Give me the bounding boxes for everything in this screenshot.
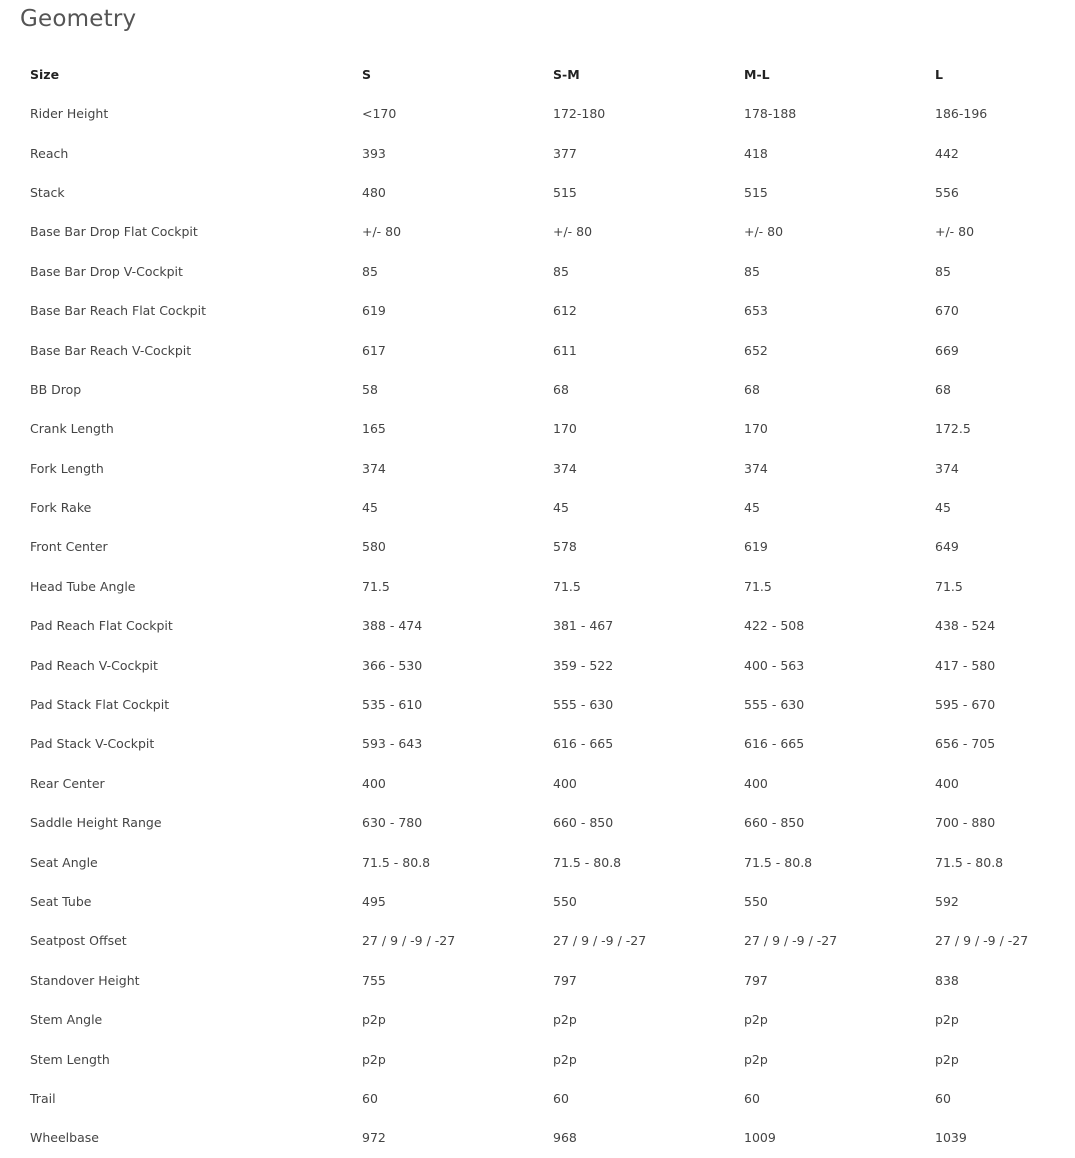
cell-m-l: 616 - 665 [744,736,805,752]
table-row [0,645,1075,684]
cell-m-l: 27 / 9 / -9 / -27 [744,933,838,949]
cell-m-l: p2p [744,1051,768,1067]
cell-l: 172.5 [935,421,971,437]
table-row [0,527,1075,566]
cell-s: 374 [362,460,386,476]
cell-s: 393 [362,145,386,161]
cell-m-l: p2p [744,1012,768,1028]
cell-l: 592 [935,894,959,909]
cell-s: 755 [362,972,386,988]
header-m-l: M-L [744,66,770,82]
table-row [0,764,1075,803]
row-label: Fork Rake [30,500,92,516]
cell-l: 649 [935,539,959,555]
cell-s: p2p [362,1051,386,1067]
cell-l: 45 [935,500,951,516]
row-label: Seat Tube [30,894,92,909]
cell-s: 617 [362,342,386,358]
cell-s: 85 [362,263,378,279]
cell-m-l: +/- 80 [744,224,784,240]
cell-s-m: 381 - 467 [553,618,614,634]
cell-s-m: 68 [553,381,569,397]
row-label: Trail [30,1090,56,1106]
cell-m-l: 652 [744,342,768,358]
cell-s: 45 [362,500,378,516]
cell-s: 535 - 610 [362,697,423,713]
table-row [0,724,1075,763]
cell-l: p2p [935,1051,959,1067]
row-label: Pad Stack V-Cockpit [30,736,155,752]
row-label: Front Center [30,539,108,555]
row-label: Standover Height [30,972,140,988]
table-row [0,291,1075,330]
cell-l: 670 [935,303,959,319]
cell-l: 442 [935,145,959,161]
cell-m-l: 660 - 850 [744,815,805,831]
cell-s-m: 85 [553,263,569,279]
row-label: Base Bar Reach Flat Cockpit [30,303,206,319]
row-label: Wheelbase [30,1130,99,1146]
cell-m-l: 178-188 [744,106,797,122]
row-label: BB Drop [30,381,82,397]
cell-l: 1039 [935,1130,967,1146]
cell-m-l: 550 [744,894,768,909]
cell-s: 60 [362,1090,378,1106]
cell-l: 838 [935,972,959,988]
cell-s: 71.5 [362,578,390,594]
row-label: Pad Stack Flat Cockpit [30,697,170,713]
table-row [0,252,1075,291]
table-row [0,842,1075,881]
table-row [0,370,1075,409]
cell-s: 27 / 9 / -9 / -27 [362,933,456,949]
header-size: Size [30,66,60,82]
cell-m-l: 68 [744,381,760,397]
table-row [0,1000,1075,1039]
cell-l: 417 - 580 [935,657,996,673]
cell-s: 619 [362,303,386,319]
cell-m-l: 619 [744,539,768,555]
cell-m-l: 422 - 508 [744,618,805,634]
cell-m-l: 170 [744,421,768,437]
table-header-row [0,54,1075,94]
geometry-table [0,54,1075,1158]
table-row [0,803,1075,842]
header-s-m: S-M [553,66,580,82]
cell-m-l: 797 [744,972,768,988]
cell-l: 700 - 880 [935,815,996,831]
cell-s-m: 578 [553,539,577,555]
cell-l: 556 [935,184,959,200]
cell-s-m: 71.5 - 80.8 [553,854,622,870]
cell-s-m: 172-180 [553,106,606,122]
row-label: Seat Angle [30,854,98,870]
row-label: Saddle Height Range [30,815,162,831]
cell-s-m: 515 [553,184,577,200]
row-label: Stem Angle [30,1012,103,1028]
row-label: Seatpost Offset [30,933,127,949]
cell-s-m: 374 [553,460,577,476]
row-label: Pad Reach Flat Cockpit [30,618,173,634]
table-row [0,449,1075,488]
table-row [0,921,1075,960]
header-s: S [362,66,372,82]
cell-s: 495 [362,894,386,909]
table-row [0,961,1075,1000]
table-row [0,133,1075,172]
cell-s-m: 611 [553,342,577,358]
cell-l: 71.5 - 80.8 [935,854,1004,870]
cell-m-l: 1009 [744,1130,776,1146]
row-label: Stack [30,184,65,200]
cell-m-l: 653 [744,303,768,319]
table-row [0,94,1075,133]
cell-s-m: 170 [553,421,577,437]
table-row [0,882,1075,921]
cell-l: 85 [935,263,951,279]
cell-s: 58 [362,381,378,397]
cell-s: 480 [362,184,386,200]
table-row [0,685,1075,724]
row-label: Base Bar Reach V-Cockpit [30,342,192,358]
table-row [0,606,1075,645]
table-row [0,409,1075,448]
cell-s: 593 - 643 [362,736,423,752]
cell-s: +/- 80 [362,224,402,240]
cell-s-m: 45 [553,500,569,516]
cell-s-m: 555 - 630 [553,697,614,713]
cell-s: <170 [362,106,397,122]
table-row [0,488,1075,527]
cell-s-m: 550 [553,894,577,909]
cell-m-l: 45 [744,500,760,516]
table-row [0,212,1075,251]
row-label: Fork Length [30,460,104,476]
cell-l: 374 [935,460,959,476]
cell-s-m: 60 [553,1090,569,1106]
row-label: Base Bar Drop V-Cockpit [30,263,183,279]
cell-s: p2p [362,1012,386,1028]
cell-s-m: 359 - 522 [553,657,614,673]
cell-m-l: 555 - 630 [744,697,805,713]
cell-l: p2p [935,1012,959,1028]
page-title: Geometry [20,6,137,32]
row-label: Rider Height [30,106,109,122]
row-label: Rear Center [30,775,105,791]
cell-s: 71.5 - 80.8 [362,854,431,870]
cell-m-l: 71.5 - 80.8 [744,854,813,870]
cell-l: +/- 80 [935,224,975,240]
header-l: L [935,66,943,82]
cell-s-m: p2p [553,1012,577,1028]
table-row [0,1079,1075,1118]
cell-l: 60 [935,1090,951,1106]
cell-l: 27 / 9 / -9 / -27 [935,933,1029,949]
row-label: Stem Length [30,1051,110,1067]
cell-l: 400 [935,775,959,791]
cell-l: 68 [935,381,951,397]
cell-s: 630 - 780 [362,815,423,831]
row-label: Crank Length [30,421,114,437]
row-label: Base Bar Drop Flat Cockpit [30,224,198,240]
cell-m-l: 374 [744,460,768,476]
cell-s-m: 377 [553,145,577,161]
table-body [0,94,1075,1158]
cell-m-l: 60 [744,1090,760,1106]
row-label: Head Tube Angle [30,578,136,594]
cell-s: 972 [362,1130,386,1146]
cell-l: 71.5 [935,578,963,594]
cell-s: 400 [362,775,386,791]
cell-m-l: 85 [744,263,760,279]
cell-m-l: 71.5 [744,578,772,594]
cell-s: 580 [362,539,386,555]
row-label: Pad Reach V-Cockpit [30,657,158,673]
cell-l: 595 - 670 [935,697,996,713]
cell-s-m: p2p [553,1051,577,1067]
table-row [0,1039,1075,1078]
table-row [0,173,1075,212]
cell-s-m: 797 [553,972,577,988]
cell-m-l: 400 - 563 [744,657,805,673]
cell-s-m: 400 [553,775,577,791]
cell-s: 388 - 474 [362,618,423,634]
row-label: Reach [30,145,69,161]
cell-m-l: 515 [744,184,768,200]
cell-s-m: 27 / 9 / -9 / -27 [553,933,647,949]
cell-l: 669 [935,342,959,358]
cell-s-m: 968 [553,1130,577,1146]
cell-s-m: 71.5 [553,578,581,594]
cell-l: 656 - 705 [935,736,996,752]
table-row [0,567,1075,606]
cell-s-m: +/- 80 [553,224,593,240]
cell-s-m: 612 [553,303,577,319]
cell-m-l: 418 [744,145,768,161]
table-row [0,1118,1075,1157]
cell-s-m: 616 - 665 [553,736,614,752]
cell-s: 165 [362,421,386,437]
table-row [0,330,1075,369]
cell-l: 438 - 524 [935,618,996,634]
cell-s: 366 - 530 [362,657,423,673]
cell-l: 186-196 [935,106,988,122]
cell-m-l: 400 [744,775,768,791]
cell-s-m: 660 - 850 [553,815,614,831]
